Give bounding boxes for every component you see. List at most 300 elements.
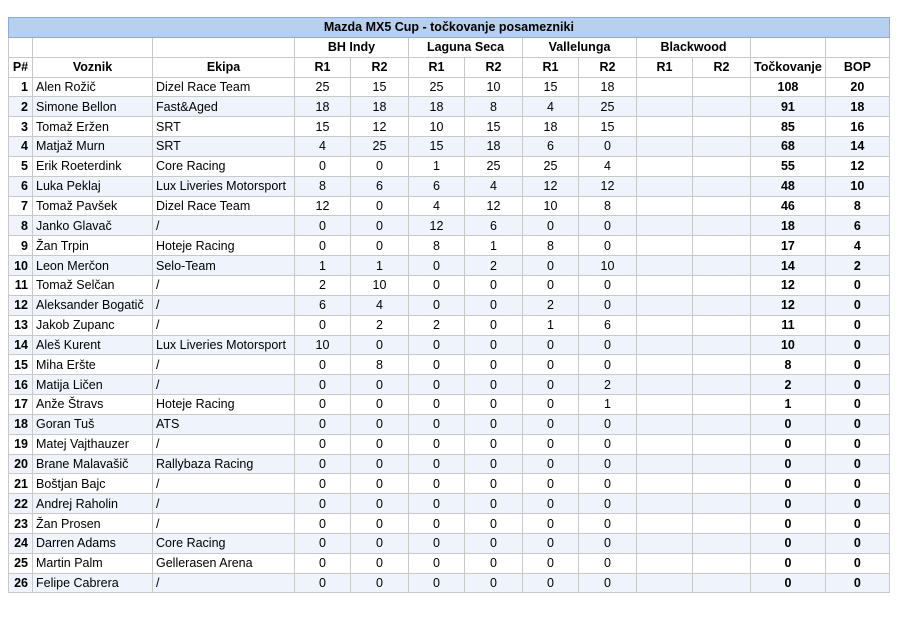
race-result-cell <box>637 117 693 137</box>
race-result-cell: 18 <box>295 97 351 117</box>
position-cell: 5 <box>9 156 33 176</box>
points-cell: 46 <box>751 196 826 216</box>
driver-cell: Boštjan Bajc <box>33 474 153 494</box>
race-result-cell: 0 <box>523 474 579 494</box>
points-cell: 8 <box>751 355 826 375</box>
race-result-cell: 0 <box>579 216 637 236</box>
driver-cell: Miha Eršte <box>33 355 153 375</box>
table-row <box>9 335 890 355</box>
race-result-cell <box>693 335 751 355</box>
race-result-cell <box>693 573 751 593</box>
track-header-laguna-seca: Laguna Seca <box>409 37 523 57</box>
race-result-cell: 6 <box>579 315 637 335</box>
driver-cell: Leon Merčon <box>33 256 153 276</box>
race-result-cell <box>637 355 693 375</box>
team-cell: Core Racing <box>153 156 295 176</box>
driver-cell: Erik Roeterdink <box>33 156 153 176</box>
track-header-bh-indy: BH Indy <box>295 37 409 57</box>
points-cell: 0 <box>751 533 826 553</box>
race-result-cell: 0 <box>523 533 579 553</box>
race-result-cell: 12 <box>465 196 523 216</box>
bop-cell: 10 <box>825 176 889 196</box>
team-cell: / <box>153 275 295 295</box>
driver-cell: Matjaž Murn <box>33 137 153 157</box>
race-result-cell <box>693 474 751 494</box>
race-result-cell: 6 <box>295 295 351 315</box>
race-result-cell: 0 <box>579 553 637 573</box>
race-result-cell: 0 <box>579 454 637 474</box>
team-cell: / <box>153 375 295 395</box>
race-result-cell: 0 <box>295 454 351 474</box>
race-result-cell: 0 <box>409 335 465 355</box>
points-cell: 18 <box>751 216 826 236</box>
points-cell: 0 <box>751 494 826 514</box>
race-result-cell: 0 <box>523 434 579 454</box>
race-result-cell: 0 <box>409 414 465 434</box>
team-cell: / <box>153 216 295 236</box>
track-header-blackwood: Blackwood <box>637 37 751 57</box>
position-cell: 23 <box>9 514 33 534</box>
race-result-cell: 15 <box>465 117 523 137</box>
race-result-cell <box>637 434 693 454</box>
race-result-cell: 0 <box>295 573 351 593</box>
col-header-bop: BOP <box>825 57 889 77</box>
table-row <box>9 434 890 454</box>
bop-cell: 0 <box>825 474 889 494</box>
race-result-cell: 0 <box>295 533 351 553</box>
race-result-cell: 1 <box>579 395 637 415</box>
race-result-cell <box>693 454 751 474</box>
race-result-cell: 25 <box>523 156 579 176</box>
race-result-cell: 0 <box>579 275 637 295</box>
race-result-cell <box>693 295 751 315</box>
race-result-cell: 0 <box>579 494 637 514</box>
race-result-cell: 4 <box>295 137 351 157</box>
race-result-cell: 0 <box>351 414 409 434</box>
table-row <box>9 156 890 176</box>
driver-cell: Tomaž Pavšek <box>33 196 153 216</box>
team-cell: / <box>153 355 295 375</box>
position-cell: 6 <box>9 176 33 196</box>
points-cell: 55 <box>751 156 826 176</box>
bop-cell: 14 <box>825 137 889 157</box>
race-result-cell <box>693 77 751 97</box>
position-cell: 3 <box>9 117 33 137</box>
position-cell: 17 <box>9 395 33 415</box>
points-cell: 0 <box>751 434 826 454</box>
bop-cell: 20 <box>825 77 889 97</box>
driver-cell: Anže Štravs <box>33 395 153 415</box>
race-result-cell <box>693 256 751 276</box>
points-cell: 10 <box>751 335 826 355</box>
race-result-cell: 8 <box>409 236 465 256</box>
race-result-cell: 0 <box>523 454 579 474</box>
driver-cell: Felipe Cabrera <box>33 573 153 593</box>
race-result-cell: 4 <box>579 156 637 176</box>
race-result-cell: 0 <box>295 434 351 454</box>
driver-cell: Aleš Kurent <box>33 335 153 355</box>
col-header-r1: R1 <box>295 57 351 77</box>
position-cell: 12 <box>9 295 33 315</box>
position-cell: 21 <box>9 474 33 494</box>
team-cell: Lux Liveries Motorsport <box>153 176 295 196</box>
race-result-cell: 0 <box>579 335 637 355</box>
points-cell: 48 <box>751 176 826 196</box>
race-result-cell <box>693 236 751 256</box>
race-result-cell <box>637 474 693 494</box>
race-result-cell: 1 <box>351 256 409 276</box>
bop-cell: 0 <box>825 533 889 553</box>
race-result-cell <box>693 355 751 375</box>
race-result-cell: 0 <box>295 494 351 514</box>
race-result-cell: 6 <box>465 216 523 236</box>
driver-cell: Simone Bellon <box>33 97 153 117</box>
table-row <box>9 474 890 494</box>
race-result-cell: 0 <box>409 395 465 415</box>
position-cell: 8 <box>9 216 33 236</box>
points-cell: 12 <box>751 295 826 315</box>
race-result-cell: 0 <box>465 414 523 434</box>
track-header-vallelunga: Vallelunga <box>523 37 637 57</box>
position-cell: 1 <box>9 77 33 97</box>
race-result-cell: 0 <box>465 514 523 534</box>
race-result-cell <box>637 414 693 434</box>
race-result-cell: 0 <box>465 494 523 514</box>
bop-cell: 0 <box>825 375 889 395</box>
col-header-r2: R2 <box>465 57 523 77</box>
table-row <box>9 216 890 236</box>
points-cell: 0 <box>751 573 826 593</box>
driver-cell: Aleksander Bogatič <box>33 295 153 315</box>
position-cell: 7 <box>9 196 33 216</box>
position-cell: 24 <box>9 533 33 553</box>
race-result-cell: 6 <box>409 176 465 196</box>
race-result-cell <box>637 395 693 415</box>
race-result-cell: 0 <box>523 335 579 355</box>
driver-cell: Tomaž Selčan <box>33 275 153 295</box>
table-row <box>9 256 890 276</box>
team-cell: Selo-Team <box>153 256 295 276</box>
race-result-cell <box>693 315 751 335</box>
race-result-cell: 0 <box>351 494 409 514</box>
race-result-cell <box>693 553 751 573</box>
driver-cell: Tomaž Eržen <box>33 117 153 137</box>
race-result-cell <box>693 533 751 553</box>
points-cell: 1 <box>751 395 826 415</box>
table-row <box>9 137 890 157</box>
race-result-cell: 0 <box>523 256 579 276</box>
bop-cell: 0 <box>825 414 889 434</box>
position-cell: 22 <box>9 494 33 514</box>
race-result-cell: 1 <box>295 256 351 276</box>
race-result-cell: 0 <box>351 553 409 573</box>
track-header-row <box>9 37 890 57</box>
race-result-cell: 0 <box>579 295 637 315</box>
race-result-cell: 0 <box>465 434 523 454</box>
race-result-cell: 12 <box>579 176 637 196</box>
race-result-cell: 0 <box>465 395 523 415</box>
position-cell: 15 <box>9 355 33 375</box>
table-row <box>9 494 890 514</box>
bop-cell: 0 <box>825 295 889 315</box>
race-result-cell: 1 <box>465 236 523 256</box>
race-result-cell: 18 <box>409 97 465 117</box>
race-result-cell: 0 <box>523 494 579 514</box>
col-header-r1: R1 <box>409 57 465 77</box>
race-result-cell <box>637 97 693 117</box>
race-result-cell: 4 <box>465 176 523 196</box>
race-result-cell <box>637 315 693 335</box>
race-result-cell: 6 <box>351 176 409 196</box>
race-result-cell <box>637 176 693 196</box>
team-cell: Hoteje Racing <box>153 236 295 256</box>
race-result-cell: 0 <box>351 514 409 534</box>
race-result-cell: 0 <box>351 395 409 415</box>
team-cell: / <box>153 494 295 514</box>
team-cell: Dizel Race Team <box>153 77 295 97</box>
race-result-cell: 25 <box>409 77 465 97</box>
race-result-cell: 25 <box>351 137 409 157</box>
race-result-cell <box>693 97 751 117</box>
position-cell: 9 <box>9 236 33 256</box>
col-header-r2: R2 <box>579 57 637 77</box>
table-row <box>9 375 890 395</box>
driver-cell: Žan Prosen <box>33 514 153 534</box>
race-result-cell <box>693 156 751 176</box>
race-result-cell: 0 <box>351 454 409 474</box>
bop-cell: 18 <box>825 97 889 117</box>
race-result-cell: 0 <box>295 355 351 375</box>
race-result-cell: 10 <box>295 335 351 355</box>
race-result-cell: 0 <box>523 275 579 295</box>
race-result-cell: 4 <box>409 196 465 216</box>
race-result-cell: 0 <box>409 494 465 514</box>
race-result-cell: 25 <box>579 97 637 117</box>
race-result-cell <box>637 77 693 97</box>
bop-cell: 2 <box>825 256 889 276</box>
bop-cell: 12 <box>825 156 889 176</box>
race-result-cell: 0 <box>579 414 637 434</box>
col-header-team: Ekipa <box>153 57 295 77</box>
team-cell: SRT <box>153 117 295 137</box>
race-result-cell: 10 <box>465 77 523 97</box>
team-cell: Dizel Race Team <box>153 196 295 216</box>
points-cell: 17 <box>751 236 826 256</box>
col-header-r2: R2 <box>693 57 751 77</box>
header-blank <box>751 37 826 57</box>
race-result-cell: 0 <box>523 216 579 236</box>
driver-cell: Matej Vajthauzer <box>33 434 153 454</box>
race-result-cell: 8 <box>579 196 637 216</box>
team-cell: ATS <box>153 414 295 434</box>
points-cell: 91 <box>751 97 826 117</box>
position-cell: 2 <box>9 97 33 117</box>
table-row <box>9 236 890 256</box>
race-result-cell: 8 <box>465 97 523 117</box>
race-result-cell: 0 <box>523 573 579 593</box>
table-row <box>9 454 890 474</box>
team-cell: / <box>153 295 295 315</box>
race-result-cell: 0 <box>409 573 465 593</box>
race-result-cell: 0 <box>409 256 465 276</box>
race-result-cell: 0 <box>409 514 465 534</box>
race-result-cell: 0 <box>351 375 409 395</box>
driver-cell: Darren Adams <box>33 533 153 553</box>
race-result-cell: 8 <box>295 176 351 196</box>
table-row <box>9 295 890 315</box>
race-result-cell <box>693 414 751 434</box>
race-result-cell: 0 <box>409 295 465 315</box>
points-cell: 11 <box>751 315 826 335</box>
bop-cell: 6 <box>825 216 889 236</box>
team-cell: / <box>153 573 295 593</box>
header-blank <box>825 37 889 57</box>
table-row <box>9 514 890 534</box>
race-result-cell: 18 <box>523 117 579 137</box>
race-result-cell <box>637 216 693 236</box>
race-result-cell: 0 <box>579 236 637 256</box>
race-result-cell: 1 <box>409 156 465 176</box>
race-result-cell: 0 <box>523 514 579 534</box>
table-row <box>9 315 890 335</box>
table-row <box>9 176 890 196</box>
race-result-cell: 0 <box>409 454 465 474</box>
bop-cell: 0 <box>825 355 889 375</box>
points-cell: 0 <box>751 454 826 474</box>
race-result-cell <box>693 395 751 415</box>
race-result-cell: 0 <box>465 375 523 395</box>
race-result-cell <box>637 236 693 256</box>
race-result-cell <box>693 375 751 395</box>
table-row <box>9 395 890 415</box>
driver-cell: Alen Rožič <box>33 77 153 97</box>
race-result-cell: 2 <box>465 256 523 276</box>
team-cell: Core Racing <box>153 533 295 553</box>
driver-cell: Janko Glavač <box>33 216 153 236</box>
race-result-cell: 18 <box>465 137 523 157</box>
points-cell: 12 <box>751 275 826 295</box>
race-result-cell: 0 <box>523 414 579 434</box>
race-result-cell: 12 <box>409 216 465 236</box>
race-result-cell: 0 <box>295 156 351 176</box>
race-result-cell <box>693 434 751 454</box>
bop-cell: 4 <box>825 236 889 256</box>
header-blank <box>9 37 33 57</box>
race-result-cell: 0 <box>579 434 637 454</box>
race-result-cell <box>637 256 693 276</box>
driver-cell: Žan Trpin <box>33 236 153 256</box>
table-row <box>9 196 890 216</box>
points-cell: 0 <box>751 553 826 573</box>
race-result-cell: 4 <box>523 97 579 117</box>
bop-cell: 0 <box>825 454 889 474</box>
table-row <box>9 77 890 97</box>
header-blank <box>153 37 295 57</box>
race-result-cell: 0 <box>465 454 523 474</box>
race-result-cell: 0 <box>579 355 637 375</box>
bop-cell: 0 <box>825 434 889 454</box>
race-result-cell: 0 <box>295 514 351 534</box>
points-cell: 68 <box>751 137 826 157</box>
bop-cell: 0 <box>825 553 889 573</box>
position-cell: 19 <box>9 434 33 454</box>
position-cell: 14 <box>9 335 33 355</box>
race-result-cell: 10 <box>579 256 637 276</box>
race-result-cell: 1 <box>523 315 579 335</box>
col-header-r2: R2 <box>351 57 409 77</box>
race-result-cell <box>693 216 751 236</box>
bop-cell: 0 <box>825 494 889 514</box>
points-cell: 108 <box>751 77 826 97</box>
table-row <box>9 97 890 117</box>
col-header-r1: R1 <box>637 57 693 77</box>
points-cell: 85 <box>751 117 826 137</box>
race-result-cell: 0 <box>351 533 409 553</box>
race-result-cell: 8 <box>351 355 409 375</box>
position-cell: 4 <box>9 137 33 157</box>
race-result-cell <box>637 494 693 514</box>
race-result-cell: 0 <box>465 553 523 573</box>
bop-cell: 0 <box>825 573 889 593</box>
race-result-cell: 0 <box>465 295 523 315</box>
race-result-cell: 12 <box>523 176 579 196</box>
driver-cell: Martin Palm <box>33 553 153 573</box>
team-cell: Lux Liveries Motorsport <box>153 335 295 355</box>
race-result-cell: 0 <box>295 375 351 395</box>
race-result-cell: 18 <box>579 77 637 97</box>
table-row <box>9 573 890 593</box>
race-result-cell: 15 <box>295 117 351 137</box>
col-header-driver: Voznik <box>33 57 153 77</box>
race-result-cell: 6 <box>523 137 579 157</box>
race-result-cell <box>693 514 751 534</box>
race-result-cell: 0 <box>295 414 351 434</box>
race-result-cell: 0 <box>465 335 523 355</box>
race-result-cell: 2 <box>523 295 579 315</box>
column-header-row <box>9 57 890 77</box>
driver-cell: Andrej Raholin <box>33 494 153 514</box>
race-result-cell: 0 <box>523 553 579 573</box>
race-result-cell: 18 <box>351 97 409 117</box>
race-result-cell: 0 <box>523 375 579 395</box>
points-cell: 0 <box>751 514 826 534</box>
race-result-cell: 0 <box>579 137 637 157</box>
driver-cell: Jakob Zupanc <box>33 315 153 335</box>
table-row <box>9 533 890 553</box>
race-result-cell <box>637 573 693 593</box>
race-result-cell <box>637 196 693 216</box>
race-result-cell: 0 <box>351 434 409 454</box>
points-cell: 14 <box>751 256 826 276</box>
race-result-cell: 0 <box>465 474 523 494</box>
team-cell: Rallybaza Racing <box>153 454 295 474</box>
race-result-cell: 0 <box>465 533 523 553</box>
race-result-cell: 15 <box>409 137 465 157</box>
position-cell: 16 <box>9 375 33 395</box>
race-result-cell: 8 <box>523 236 579 256</box>
race-result-cell: 0 <box>465 315 523 335</box>
race-result-cell: 0 <box>409 533 465 553</box>
position-cell: 20 <box>9 454 33 474</box>
race-result-cell: 2 <box>579 375 637 395</box>
position-cell: 25 <box>9 553 33 573</box>
bop-cell: 8 <box>825 196 889 216</box>
race-result-cell: 0 <box>295 216 351 236</box>
race-result-cell: 25 <box>295 77 351 97</box>
position-cell: 11 <box>9 275 33 295</box>
team-cell: / <box>153 315 295 335</box>
table-row <box>9 117 890 137</box>
